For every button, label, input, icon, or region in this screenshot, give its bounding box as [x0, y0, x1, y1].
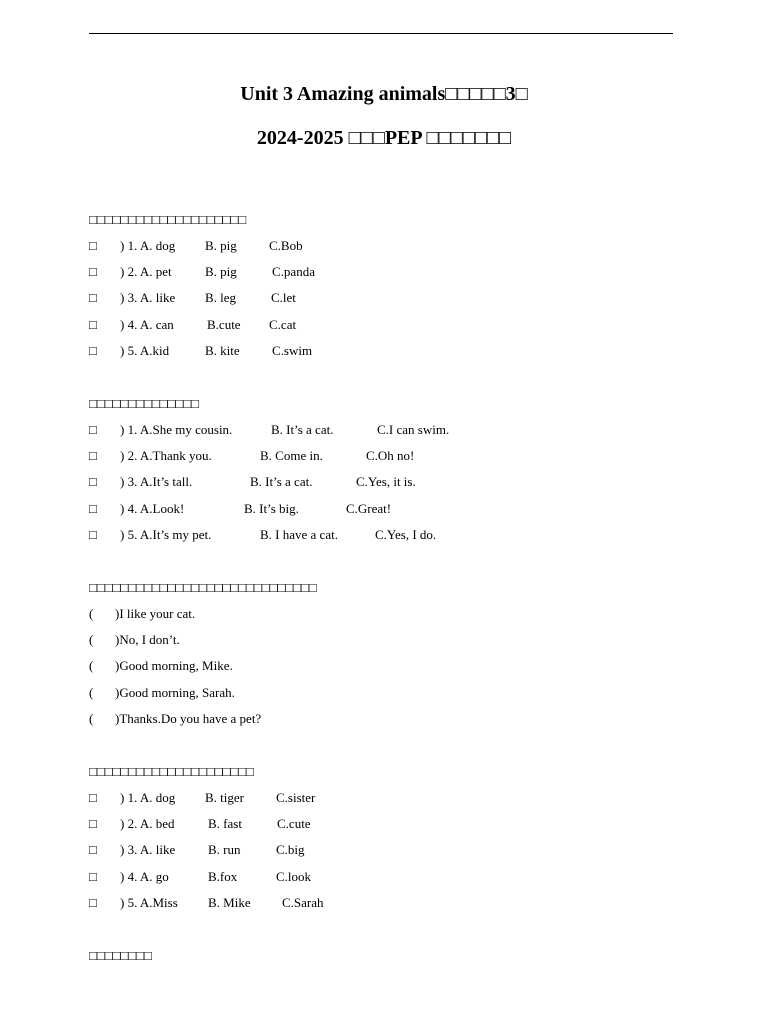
question-option-c: C.Bob [269, 238, 303, 253]
dialogue-sentence: )Good morning, Sarah. [115, 684, 235, 700]
section-heading: □□□□□□□□□□□□□□ [89, 396, 199, 411]
question-option-c: C.Yes, it is. [356, 474, 416, 490]
answer-blank[interactable]: □ [89, 422, 97, 437]
answer-blank[interactable]: □ [89, 868, 97, 884]
question-option-c: C.sister [276, 790, 316, 805]
dialogue-sentence: )No, I don’t. [115, 632, 180, 648]
question-option-a: ) 1. A. dog [120, 790, 176, 805]
question-option-b: B.fox [208, 868, 238, 884]
section-2 [89, 396, 729, 553]
question-option-a: ) 2. A. bed [120, 816, 175, 832]
question-row [89, 869, 729, 895]
question-option-b: B. pig [205, 264, 237, 280]
question-option-a: ) 2. A.Thank you. [120, 448, 212, 464]
question-option-b: B. It’s a cat. [271, 422, 334, 437]
answer-blank[interactable]: □ [89, 290, 97, 306]
question-option-c: C.panda [272, 264, 315, 280]
question-row [89, 842, 729, 868]
answer-blank[interactable]: □ [89, 790, 97, 805]
answer-blank[interactable]: □ [89, 448, 97, 464]
answer-blank[interactable]: □ [89, 238, 97, 253]
question-row [89, 895, 729, 921]
question-option-a: ) 3. A.It’s tall. [120, 474, 193, 490]
answer-paren[interactable]: ( [89, 710, 94, 726]
answer-blank[interactable]: □ [89, 474, 97, 490]
answer-paren[interactable]: ( [89, 658, 94, 674]
question-option-c: C.big [276, 842, 305, 858]
question-row [89, 527, 729, 553]
question-row [89, 474, 729, 500]
answer-blank[interactable]: □ [89, 526, 97, 542]
question-option-b: B.cute [207, 316, 241, 332]
question-option-b: B. I have a cat. [260, 526, 338, 542]
question-row [89, 501, 729, 527]
question-option-a: ) 3. A. like [120, 290, 176, 306]
question-row [89, 816, 729, 842]
dialogue-row [89, 632, 729, 658]
question-option-c: C.Great! [346, 500, 392, 516]
section-heading: □□□□□□□□□□□□□□□□□□□□□□□□□□□□□ [89, 580, 317, 595]
question-option-b: B. run [208, 842, 241, 858]
section-4 [89, 764, 729, 921]
section-3 [89, 580, 729, 737]
question-row [89, 422, 729, 448]
answer-blank[interactable]: □ [89, 842, 97, 858]
question-option-a: ) 1. A. dog [120, 238, 176, 253]
worksheet-subtitle: 2024-2025 □□□PEP □□□□□□□ [256, 127, 512, 149]
dialogue-row [89, 606, 729, 632]
worksheet-title: Unit 3 Amazing animals□□□□□3□ [240, 83, 528, 105]
section-heading: □□□□□□□□ [89, 948, 152, 963]
dialogue-row [89, 658, 729, 684]
question-option-c: C.I can swim. [377, 422, 450, 437]
question-option-a: ) 4. A. can [120, 316, 174, 332]
header-rule [89, 33, 673, 34]
question-option-a: ) 4. A. go [120, 868, 169, 884]
answer-paren[interactable]: ( [89, 632, 94, 648]
question-option-c: C.swim [272, 342, 313, 358]
question-option-c: C.look [276, 868, 312, 884]
question-option-c: C.Sarah [282, 894, 324, 910]
section-5 [89, 948, 729, 964]
answer-blank[interactable]: □ [89, 316, 97, 332]
answer-blank[interactable]: □ [89, 264, 97, 280]
question-option-a: ) 1. A.She my cousin. [120, 422, 233, 437]
question-option-a: ) 2. A. pet [120, 264, 172, 280]
question-row [89, 317, 729, 343]
question-row [89, 790, 729, 816]
question-option-b: B. tiger [205, 790, 244, 805]
dialogue-sentence: )Thanks.Do you have a pet? [115, 710, 262, 726]
question-option-a: ) 5. A.kid [120, 342, 170, 358]
question-option-b: B. It’s a cat. [250, 474, 313, 490]
section-heading: □□□□□□□□□□□□□□□□□□□□□ [89, 764, 254, 779]
question-option-b: B. leg [205, 290, 237, 306]
question-option-b: B. fast [208, 816, 242, 832]
section-1 [89, 212, 729, 369]
question-option-b: B. Come in. [260, 448, 323, 464]
question-option-c: C.let [271, 290, 296, 306]
dialogue-sentence: )I like your cat. [115, 606, 196, 621]
section-heading: □□□□□□□□□□□□□□□□□□□□ [89, 212, 247, 227]
question-option-a: ) 5. A.It’s my pet. [120, 526, 212, 542]
question-row [89, 290, 729, 316]
question-option-c: C.Yes, I do. [375, 526, 437, 542]
dialogue-row [89, 685, 729, 711]
question-row [89, 264, 729, 290]
question-option-b: B. kite [205, 342, 240, 358]
question-option-a: ) 5. A.Miss [120, 894, 178, 910]
question-row [89, 343, 729, 369]
answer-blank[interactable]: □ [89, 500, 97, 516]
dialogue-row [89, 711, 729, 737]
question-row [89, 448, 729, 474]
answer-blank[interactable]: □ [89, 342, 97, 358]
question-option-c: C.cute [277, 816, 311, 832]
answer-blank[interactable]: □ [89, 816, 97, 832]
question-option-b: B. Mike [208, 894, 251, 910]
answer-blank[interactable]: □ [89, 894, 97, 910]
question-option-b: B. It’s big. [244, 500, 299, 516]
question-option-c: C.cat [269, 316, 297, 332]
dialogue-sentence: )Good morning, Mike. [115, 658, 233, 674]
question-option-b: B. pig [205, 238, 237, 253]
question-option-a: ) 3. A. like [120, 842, 176, 858]
question-option-c: C.Oh no! [366, 448, 415, 464]
question-option-a: ) 4. A.Look! [120, 500, 185, 516]
answer-paren[interactable]: ( [89, 606, 94, 621]
answer-paren[interactable]: ( [89, 684, 94, 700]
question-row [89, 238, 729, 264]
